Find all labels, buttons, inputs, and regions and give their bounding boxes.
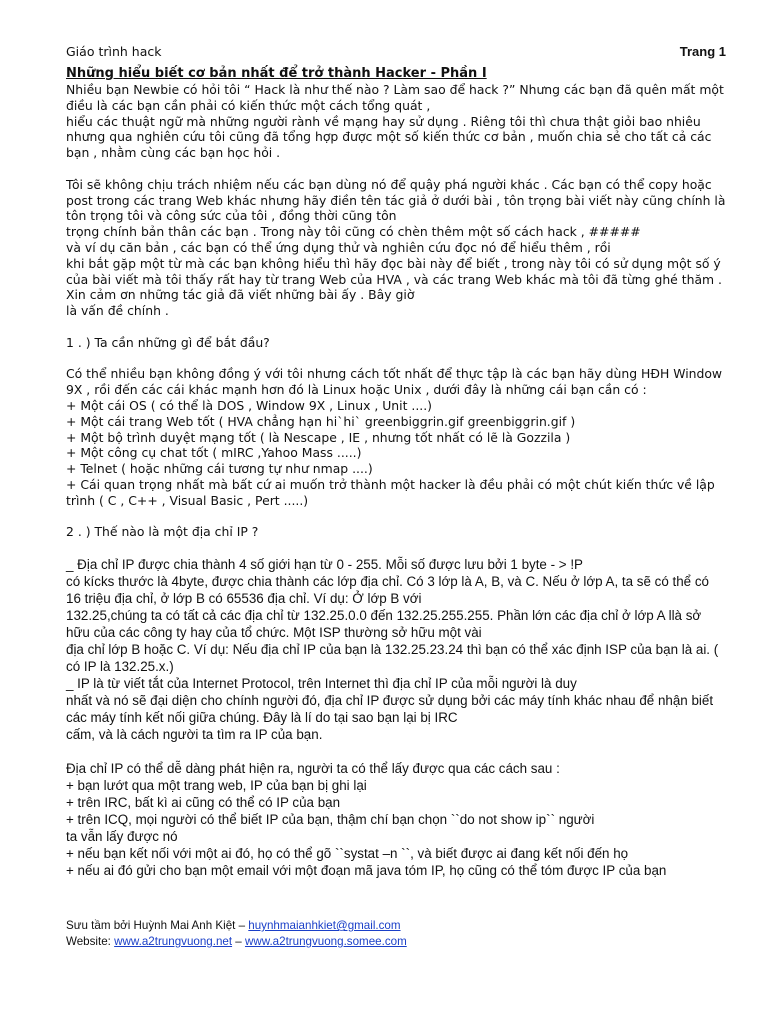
section1-heading: 1 . ) Ta cần những gì để bắt đầu? bbox=[66, 334, 270, 350]
header-doc-title: Giáo trình hack bbox=[66, 44, 162, 59]
ip-line-7: cấm, và là cách người ta tìm ra IP của bạn. bbox=[66, 726, 323, 742]
section1-item-5: + Telnet ( hoặc những cái tương tự như nmap ....) bbox=[66, 461, 373, 477]
footer-site1-link[interactable]: www.a2trungvuong.net bbox=[114, 935, 233, 948]
ip-detect-item-5: + nếu ai đó gửi cho bạn một email với một đoạn mã java tóm IP, họ cũng có thể tóm được IP của bạn bbox=[66, 862, 667, 878]
ip-detect-item-2: + trên IRC, bất kì ai cũng có thể có IP của bạn bbox=[66, 794, 341, 810]
intro-paragraph-1: Nhiều bạn Newbie có hỏi tôi “ Hack là như thế nào ? Làm sao để hack ?” Nhưng các bạn đã quên mất một điều là các bạn cần phải có kiến thức một cách tổng quát , bbox=[66, 82, 724, 113]
disclaimer-line-5: là vấn đề chính . bbox=[66, 303, 169, 319]
footer-credit-line bbox=[66, 918, 726, 934]
section2-heading: 2 . ) Thế nào là một địa chỉ IP ? bbox=[66, 524, 259, 540]
page-footer bbox=[66, 918, 726, 950]
ip-line-5: _ IP là từ viết tắt của Internet Protocol, trên Internet thì địa chỉ IP của mỗi người là duy bbox=[66, 675, 577, 691]
section1-item-6: + Cái quan trọng nhất mà bất cứ ai muốn trở thành một hacker là đều phải có một chút kiến thức về lập trình ( C , C++ , Visual Basic , Pert .....) bbox=[66, 476, 715, 508]
ip-detect-item-4: + nếu bạn kết nối với một ai đó, họ có thể gõ ``systat –n ``, và biết được ai đang kết nối đến họ bbox=[66, 845, 629, 861]
ip-detect-item-3: + trên ICQ, mọi người có thể biết IP của bạn, thậm chí bạn chọn ``do not show ip`` người bbox=[66, 811, 595, 827]
footer-collected-by: Sưu tầm bởi Huỳnh Mai Anh Kiệt – bbox=[66, 919, 249, 932]
section1-item-1: + Một cái OS ( có thể là DOS , Window 9X , Linux , Unit ....) bbox=[66, 397, 432, 413]
disclaimer-line-1: Tôi sẽ không chịu trách nhiệm nếu các bạn dùng nó để quậy phá người khác . Các bạn có thể copy hoặc post trong các trang Web khác nhưng hãy điền tên tác giả ở dưới bài , tôn trọng bài viết này cũng chính là tôn trọng tôi và công sức của tôi , đồng thời cũng tôn bbox=[66, 176, 726, 224]
ip-line-2: có kícks thước là 4byte, được chia thành các lớp địa chỉ. Có 3 lớp là A, B, và C. Nếu ở lớp A, ta sẽ có thể có 16 triệu địa chỉ, ở lớp B có 65536 địa chỉ. Ví dụ: Ở lớp B với bbox=[66, 573, 709, 606]
ip-line-3: 132.25,chúng ta có tất cả các địa chỉ từ 132.25.0.0 đến 132.25.255.255. Phần lớn các địa chỉ ở lớp A llà sở hữu của các công ty hay của tổ chức. Một ISP thường sở hữu một vài bbox=[66, 607, 702, 640]
page-number: Trang 1 bbox=[679, 44, 726, 59]
ip-line-6: nhất và nó sẽ đại diện cho chính người đó, địa chỉ IP được sử dụng bởi các máy tính khác nhau để nhận biết các máy tính kết nối giữa chúng. Đây là lí do tại sao bạn lại bị IRC bbox=[66, 692, 714, 725]
ip-line-1: _ Địa chỉ IP được chia thành 4 số giới hạn từ 0 - 255. Mỗi số được lưu bởi 1 byte - > !P bbox=[66, 556, 583, 572]
article-body bbox=[66, 82, 726, 556]
ip-detect-item-1: + bạn lướt qua một trang web, IP của bạn bị ghi lại bbox=[66, 777, 367, 793]
footer-website-label: Website: bbox=[66, 935, 115, 948]
disclaimer-line-2: trọng chính bản thân các bạn . Trong này tôi cũng có chèn thêm một số cách hack , ##### bbox=[66, 224, 641, 240]
disclaimer-line-3: và ví dụ căn bản , các bạn có thể ứng dụng thử và nghiên cứu đọc nó để hiểu thêm , rồi bbox=[66, 239, 611, 255]
section1-item-3: + Một bộ trình duyệt mạng tốt ( là Nescape , IE , nhưng tốt nhất có lẽ là Gozzila ) bbox=[66, 429, 571, 445]
article-title: Những hiểu biết cơ bản nhất để trở thành Hacker - Phần I bbox=[66, 66, 487, 81]
footer-separator: – bbox=[232, 935, 245, 948]
ip-detect-lead: Địa chỉ IP có thể dễ dàng phát hiện ra, người ta có thể lấy được qua các cách sau : bbox=[66, 760, 560, 776]
intro-paragraph-2: hiểu các thuật ngữ mà những người rành về mạng hay sử dụng . Riêng tôi thì chưa thật giỏi bao nhiêu nhưng qua nghiên cứu tôi cũng đã tổng hợp được một số kiến thức cơ bản , muốn chia sẻ cho tất cả các bạn , nhằm cùng các bạn học hỏi . bbox=[66, 113, 712, 161]
section1-item-2: + Một cái trang Web tốt ( HVA chẳng hạn hi`hi` greenbiggrin.gif greenbiggrin.gif ) bbox=[66, 413, 576, 429]
document-page bbox=[66, 44, 726, 879]
disclaimer-line-4: khi bắt gặp một từ mà các bạn không hiểu thì hãy đọc bài này để biết , trong này tôi có sử dụng một số ý của bài viết mà tôi thấy rất hay từ trang Web của HVA , và các trang Web khác mà tôi đã từng ghé thăm . Xin cảm ơn những tác giả đã viết những bài ấy . Bây giờ bbox=[66, 255, 722, 303]
section1-lead: Có thể nhiều bạn không đồng ý với tôi nhưng cách tốt nhất để thực tập là các bạn hãy dùng HĐH Window 9X , rồi đến các cái khác mạnh hơn đó là Linux hoặc Unix , dưới đây là những cái bạn cần có : bbox=[66, 366, 723, 398]
footer-website-line bbox=[66, 934, 726, 950]
section1-item-4: + Một công cụ chat tốt ( mIRC ,Yahoo Mass .....) bbox=[66, 445, 362, 461]
footer-site2-link[interactable]: www.a2trungvuong.somee.com bbox=[244, 935, 407, 948]
ip-line-4: địa chỉ lớp B hoặc C. Ví dụ: Nếu địa chỉ IP của bạn là 132.25.23.24 thì bạn có thể xác định ISP của bạn là ai. ( có IP là 132.25.x.) bbox=[66, 641, 719, 674]
footer-email-link[interactable]: huynhmaianhkiet@gmail.com bbox=[248, 919, 401, 932]
ip-explanation bbox=[66, 556, 726, 879]
ip-detect-item-3-cont: ta vẫn lấy được nó bbox=[66, 828, 178, 844]
page-header bbox=[66, 44, 726, 66]
